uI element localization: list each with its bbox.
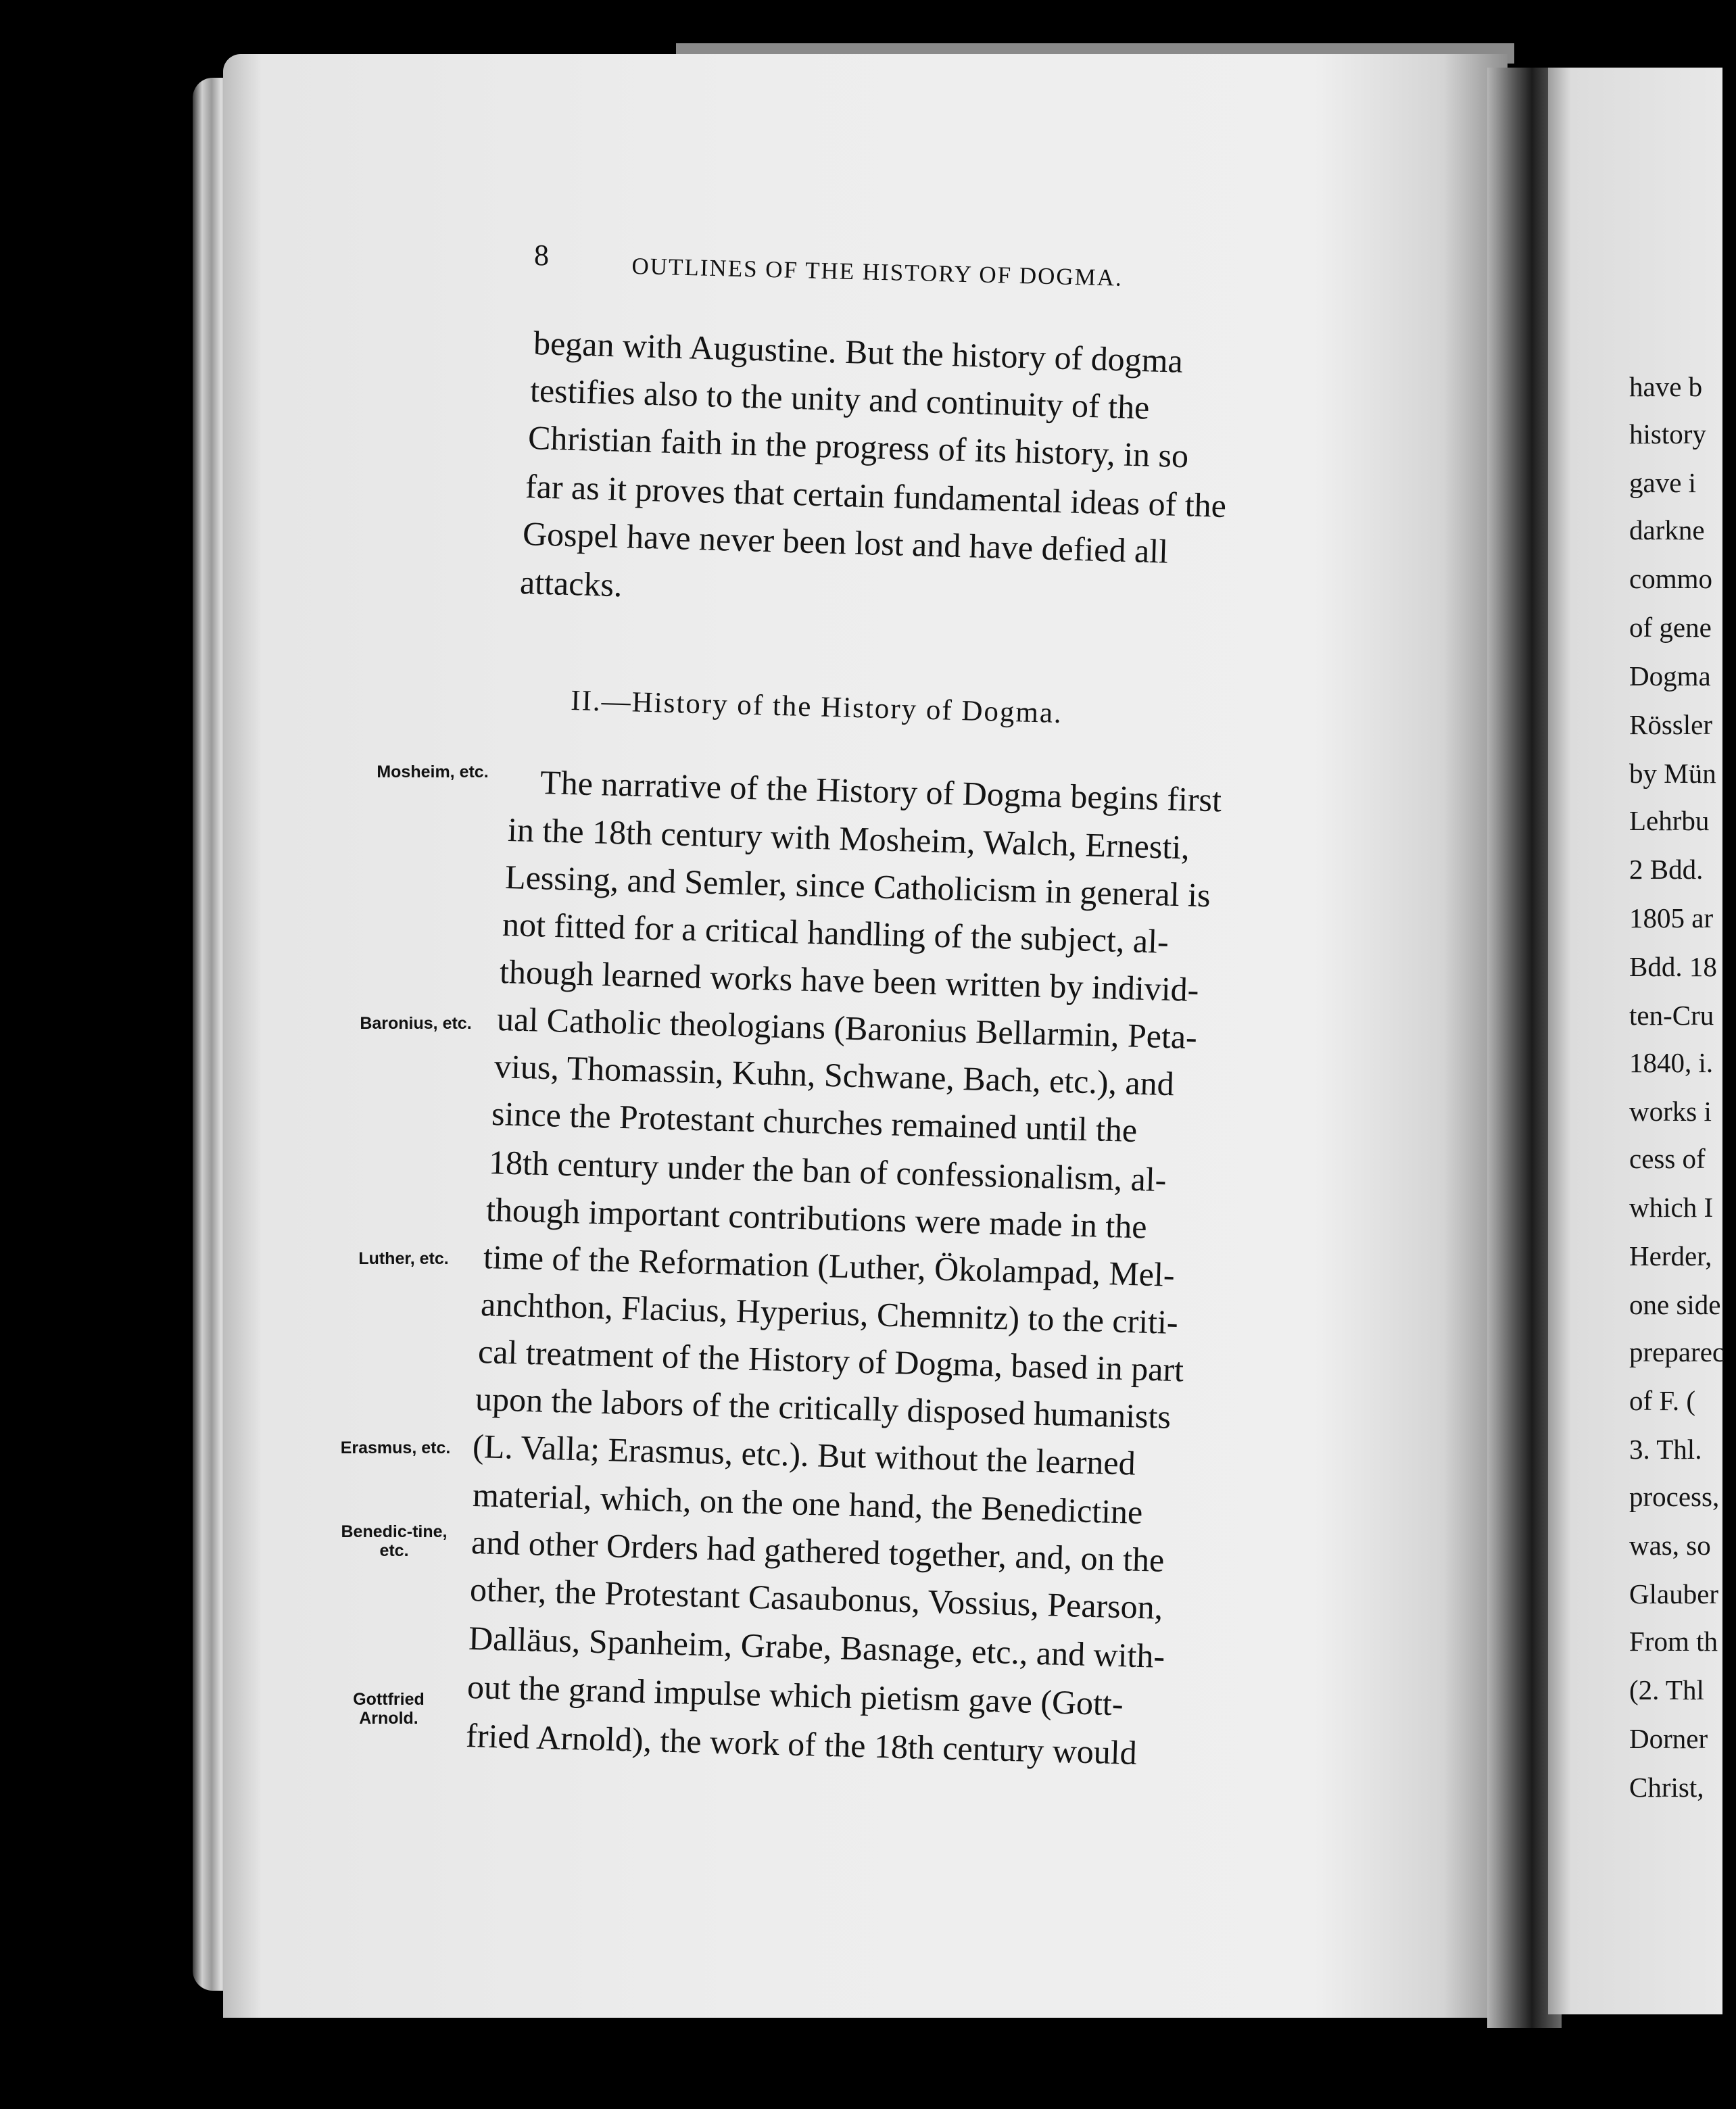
- section-heading: II.—History of the History of Dogma.: [570, 684, 1063, 730]
- text-segment: upon the labors of the critically disposed humanists: [475, 1379, 1172, 1436]
- margin-note-luther: Luther, etc.: [358, 1249, 449, 1268]
- text-segment: began with Augustine. But the history of dogma: [533, 323, 1184, 380]
- right-page-fragment: Rössler: [1629, 709, 1712, 740]
- right-page-fragment: Dorner: [1629, 1723, 1708, 1754]
- right-page-fragment: Bdd. 18: [1629, 951, 1717, 982]
- right-page-fragment: 1840, i.: [1629, 1047, 1714, 1078]
- margin-note-erasmus: Erasmus, etc.: [340, 1438, 451, 1457]
- right-page-fragment: 1805 ar: [1629, 902, 1714, 934]
- text-segment: other, the Protestant Casaubonus, Vossius, Pearson,: [469, 1570, 1163, 1626]
- right-page-fragment: Christ,: [1629, 1772, 1704, 1803]
- right-page-fragment: Lehrbu: [1629, 805, 1710, 836]
- text-segment: anchthon, Flacius, Hyperius, Chemnitz) to the criti-: [480, 1284, 1179, 1341]
- text-segment: cal treatment of the History of Dogma, based in part: [477, 1332, 1184, 1389]
- text-segment: Dalläus, Spanheim, Grabe, Basnage, etc., and with-: [468, 1618, 1165, 1675]
- right-page-fragment: works i: [1629, 1096, 1712, 1127]
- right-page-fragment: (2. Thl: [1629, 1674, 1704, 1705]
- margin-note-benedictine: Benedic-tine, etc.: [341, 1522, 448, 1560]
- text-segment: though learned works have been written by individ-: [499, 952, 1200, 1009]
- right-page-fragment: process,: [1629, 1481, 1720, 1512]
- right-page-fragment: 3. Thl.: [1629, 1434, 1702, 1465]
- right-page-fragment: of F. (: [1629, 1385, 1696, 1416]
- right-page-fragment: commo: [1629, 563, 1712, 594]
- text-segment: fried Arnold), the work of the 18th century would: [465, 1716, 1138, 1772]
- margin-note-mosheim: Mosheim, etc.: [377, 762, 489, 781]
- right-page-fragment: by Mün: [1629, 758, 1716, 789]
- text-segment: material, which, on the one hand, the Benedictine: [472, 1475, 1143, 1531]
- text-segment: since the Protestant churches remained until the: [491, 1094, 1138, 1149]
- text-segment: vius, Thomassin, Kuhn, Schwane, Bach, etc.), and: [493, 1046, 1175, 1103]
- text-segment: far as it proves that certain fundamental ideas of the: [525, 466, 1227, 525]
- text-segment: testifies also to the unity and continuity of the: [529, 370, 1151, 427]
- text-segment: Gospel have never been lost and have defied all: [522, 514, 1169, 571]
- text-segment: ual Catholic theologians (Baronius Bellarmin, Peta-: [496, 999, 1198, 1057]
- text-segment: though important contributions were made in the: [485, 1190, 1148, 1246]
- margin-note-baronius: Baronius, etc.: [360, 1014, 472, 1033]
- running-head: OUTLINES OF THE HISTORY OF DOGMA.: [631, 253, 1124, 291]
- text-segment: Christian faith in the progress of its history, in so: [527, 418, 1189, 475]
- right-page-fragment: cess of: [1629, 1143, 1706, 1174]
- margin-note-arnold: Gottfried Arnold.: [353, 1690, 425, 1728]
- text-segment: and other Orders had gathered together, and, on the: [471, 1522, 1165, 1579]
- right-page-fragment: have b: [1629, 371, 1703, 402]
- text-segment: out the grand impulse which pietism gave (Gott-: [466, 1667, 1124, 1723]
- right-page-fragment: darkne: [1629, 514, 1705, 546]
- right-page-fragment: ten-Cru: [1629, 1000, 1714, 1031]
- right-page-fragment: Dogma: [1629, 660, 1711, 692]
- right-page-fragment: was, so: [1629, 1530, 1711, 1561]
- text-segment: attacks.: [519, 562, 623, 604]
- text-segment: Lessing, and Semler, since Catholicism in general is: [504, 857, 1211, 915]
- right-border: [1722, 0, 1736, 2109]
- text-segment: The narrative of the History of Dogma begins first: [539, 762, 1222, 819]
- text-segment: 18th century under the ban of confessionalism, al-: [488, 1142, 1167, 1199]
- text-segment: (L. Valla; Erasmus, etc.). But without the learned: [472, 1426, 1136, 1482]
- text-line: [519, 562, 623, 604]
- right-page-fragment: one side: [1629, 1289, 1721, 1320]
- right-page-fragment: From th: [1629, 1626, 1718, 1657]
- right-page-fragment: Glauber: [1629, 1578, 1719, 1609]
- right-page-fragment: which I: [1629, 1192, 1714, 1223]
- right-page-fragment: history: [1629, 418, 1706, 450]
- page-number: 8: [534, 239, 549, 272]
- right-page-fragment: of gene: [1629, 612, 1712, 643]
- text-segment: time of the Reformation (Luther, Ökolampad, Mel-: [483, 1237, 1176, 1294]
- text-segment: in the 18th century with Mosheim, Walch, Ernesti,: [507, 810, 1190, 867]
- right-page-fragment: preparec: [1629, 1336, 1725, 1367]
- right-page-fragment: Herder,: [1629, 1240, 1712, 1271]
- right-page-fragment: 2 Bdd.: [1629, 854, 1704, 885]
- right-page-fragment: gave i: [1629, 467, 1697, 498]
- text-segment: not fitted for a critical handling of the subject, al-: [502, 904, 1170, 961]
